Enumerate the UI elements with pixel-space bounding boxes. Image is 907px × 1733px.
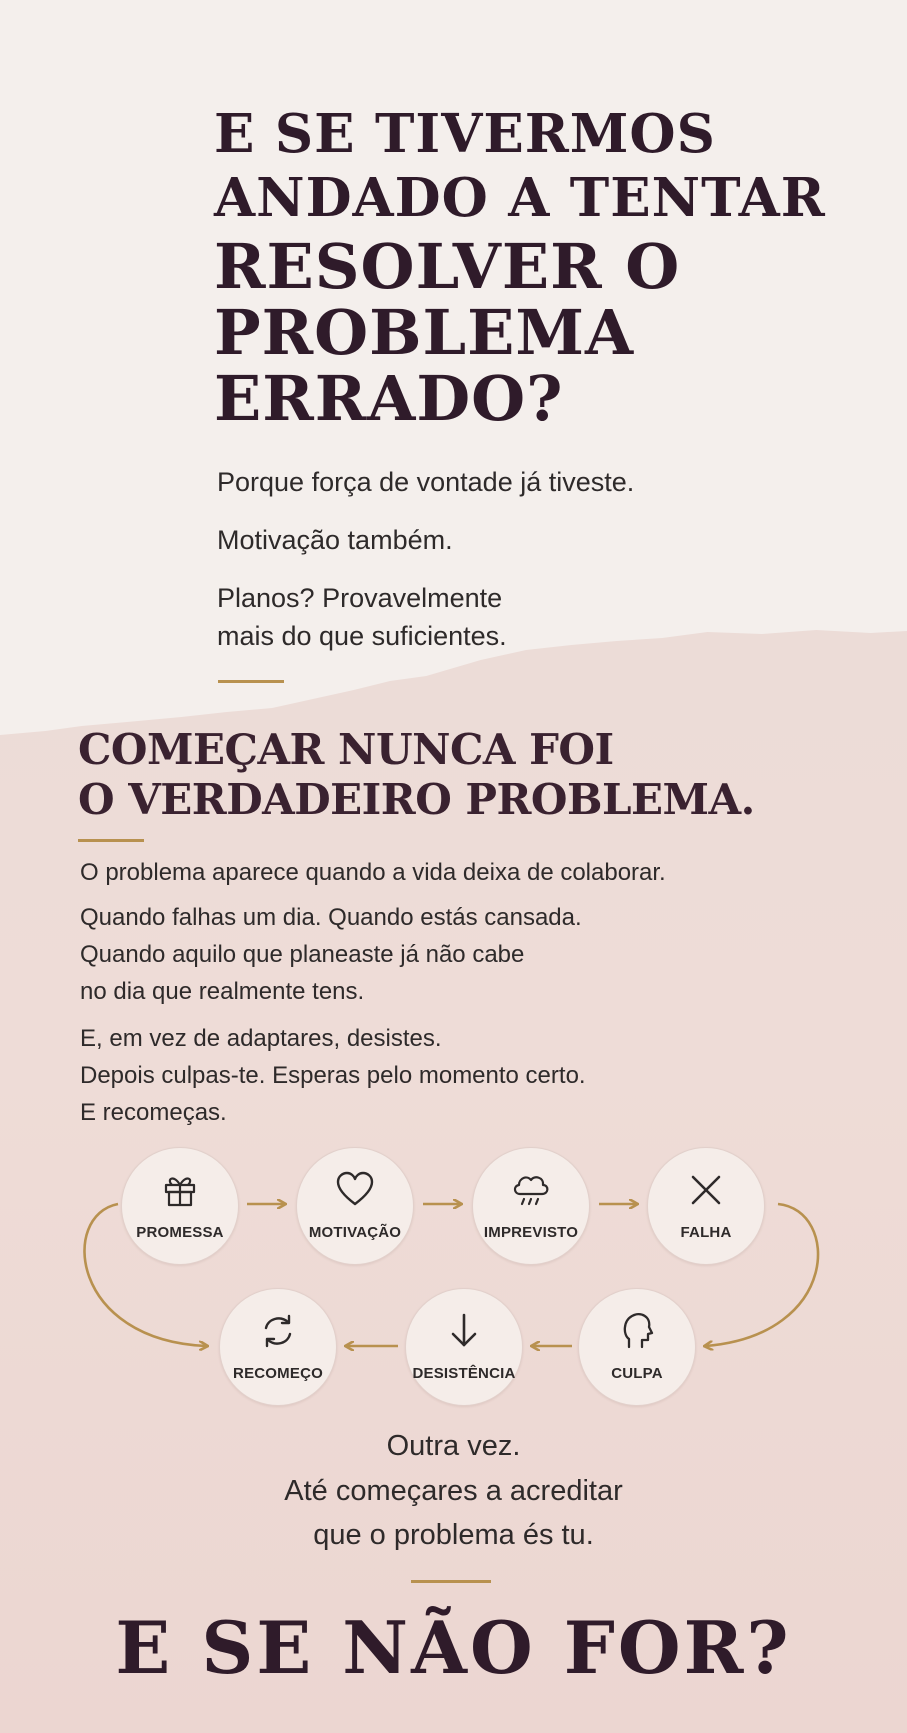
body-line: no dia que realmente tens. [80,978,365,1005]
divider-rule [411,1580,491,1583]
body-line: O problema aparece quando a vida deixa de colaborar. [80,859,666,886]
cycle-step-culpa [578,1288,696,1406]
cycle-step-label: RECOMEÇO [233,1365,323,1382]
cycle-step-recomeco [219,1288,337,1406]
head-profile-icon [617,1311,657,1351]
heart-icon [335,1170,375,1210]
cycle-step-label: DESISTÊNCIA [412,1365,516,1382]
cycle-step-label: MOTIVAÇÃO [308,1224,402,1241]
section-title-line: O VERDADEIRO PROBLEMA. [78,775,755,824]
intro-line: Porque força de vontade já tiveste. [217,467,635,497]
gift-icon [160,1170,200,1210]
cycle-step-motivacao [296,1147,414,1265]
refresh-icon [258,1311,298,1351]
body-line: E, em vez de adaptares, desistes. [80,1025,442,1052]
cycle-step-label: IMPREVISTO [483,1224,579,1241]
body-line: Depois culpas-te. Esperas pelo momento certo. [80,1062,586,1089]
hero-title-line: ERRADO? [214,362,564,435]
cycle-step-label: FALHA [680,1224,732,1241]
rain-cloud-icon [511,1170,551,1210]
body-line: Quando aquilo que planeaste já não cabe [80,941,525,968]
body-line: Quando falhas um dia. Quando estás cansada. [80,904,582,931]
hero-title-line: E SE TIVERMOS [214,103,716,165]
hero-title-line: RESOLVER O [214,230,681,303]
intro-line: mais do que suficientes. [217,621,507,651]
outro-line: Outra vez. [386,1430,521,1462]
cycle-step-falha [647,1147,765,1265]
hero-title-line: ANDADO A TENTAR [214,167,826,229]
cycle-step-imprevisto [472,1147,590,1265]
section-title-line: COMEÇAR NUNCA FOI [78,725,614,774]
arrow-down-icon [444,1311,484,1351]
final-question: E SE NÃO FOR? [115,1605,792,1690]
intro-line: Planos? Provavelmente [217,583,503,613]
hero-title-line: PROBLEMA [214,296,635,369]
cycle-step-label: CULPA [611,1365,663,1382]
x-icon [686,1170,726,1210]
cycle-step-promessa [121,1147,239,1265]
outro-line: Até começares a acreditar [284,1475,623,1507]
cycle-step-desistencia [405,1288,523,1406]
cycle-step-label: PROMESSA [136,1224,224,1241]
body-line: E recomeças. [80,1099,227,1126]
outro-line: que o problema és tu. [313,1519,594,1551]
intro-line: Motivação também. [217,525,453,555]
